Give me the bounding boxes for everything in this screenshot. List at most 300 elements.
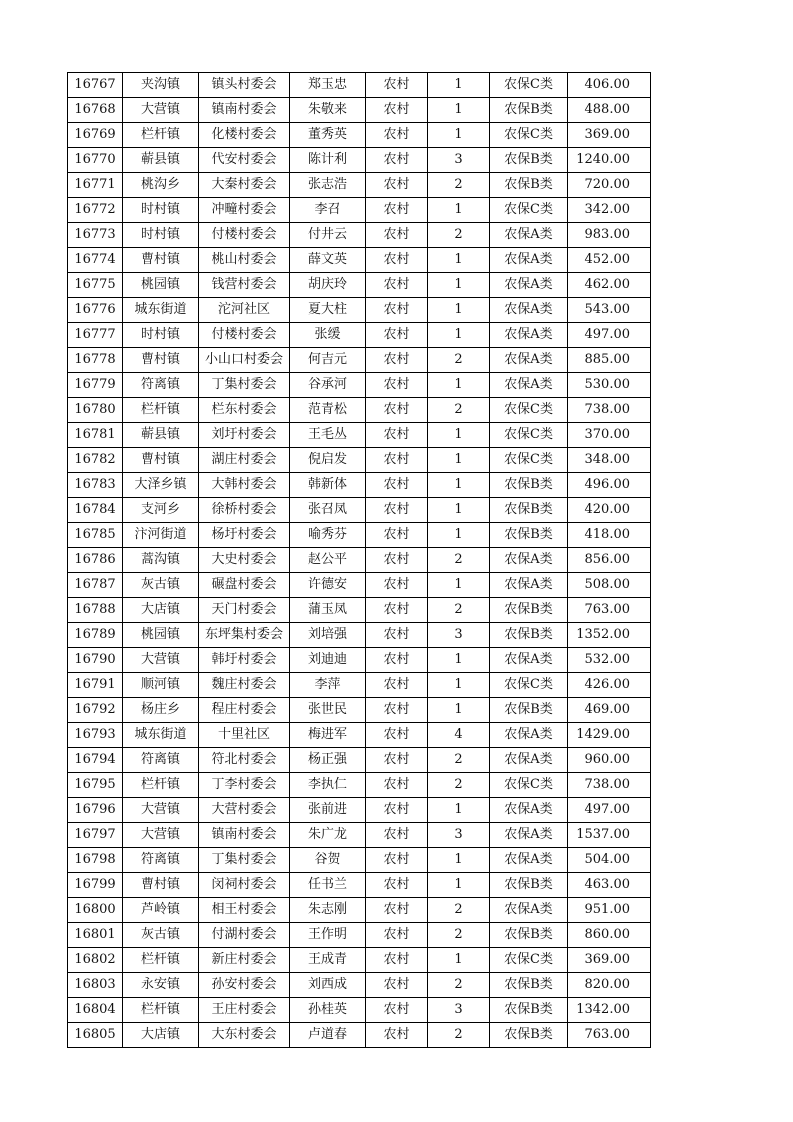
area-type-cell: 农村 <box>366 123 428 148</box>
count-cell: 2 <box>428 398 490 423</box>
village-cell: 魏庄村委会 <box>199 673 290 698</box>
person-name-cell: 付井云 <box>290 223 366 248</box>
person-name-cell: 朱敬来 <box>290 98 366 123</box>
record-id-cell: 16795 <box>68 773 123 798</box>
village-cell: 刘圩村委会 <box>199 423 290 448</box>
village-cell: 大史村委会 <box>199 548 290 573</box>
village-cell: 十里社区 <box>199 723 290 748</box>
category-cell: 农保A类 <box>490 548 568 573</box>
table-row <box>68 598 651 623</box>
record-id-cell: 16778 <box>68 348 123 373</box>
village-cell: 孙安村委会 <box>199 973 290 998</box>
count-cell: 1 <box>428 73 490 98</box>
amount-cell: 856.00 <box>568 548 651 573</box>
table-row <box>68 198 651 223</box>
table-row <box>68 398 651 423</box>
person-name-cell: 胡庆玲 <box>290 273 366 298</box>
amount-cell: 820.00 <box>568 973 651 998</box>
count-cell: 2 <box>428 773 490 798</box>
record-id-cell: 16802 <box>68 948 123 973</box>
town-cell: 蕲县镇 <box>123 423 199 448</box>
area-type-cell: 农村 <box>366 248 428 273</box>
table-row <box>68 998 651 1023</box>
town-cell: 曹村镇 <box>123 348 199 373</box>
village-cell: 王庄村委会 <box>199 998 290 1023</box>
town-cell: 曹村镇 <box>123 873 199 898</box>
record-id-cell: 16792 <box>68 698 123 723</box>
amount-cell: 469.00 <box>568 698 651 723</box>
town-cell: 芦岭镇 <box>123 898 199 923</box>
amount-cell: 426.00 <box>568 673 651 698</box>
village-cell: 镇头村委会 <box>199 73 290 98</box>
count-cell: 3 <box>428 148 490 173</box>
category-cell: 农保B类 <box>490 98 568 123</box>
category-cell: 农保A类 <box>490 823 568 848</box>
village-cell: 徐桥村委会 <box>199 498 290 523</box>
amount-cell: 763.00 <box>568 1023 651 1048</box>
village-cell: 新庄村委会 <box>199 948 290 973</box>
village-cell: 付楼村委会 <box>199 223 290 248</box>
person-name-cell: 王毛丛 <box>290 423 366 448</box>
category-cell: 农保C类 <box>490 198 568 223</box>
person-name-cell: 孙桂英 <box>290 998 366 1023</box>
amount-cell: 1240.00 <box>568 148 651 173</box>
amount-cell: 496.00 <box>568 473 651 498</box>
amount-cell: 348.00 <box>568 448 651 473</box>
town-cell: 蒿沟镇 <box>123 548 199 573</box>
record-id-cell: 16784 <box>68 498 123 523</box>
village-cell: 杨圩村委会 <box>199 523 290 548</box>
category-cell: 农保A类 <box>490 298 568 323</box>
area-type-cell: 农村 <box>366 573 428 598</box>
record-id-cell: 16790 <box>68 648 123 673</box>
table-row <box>68 898 651 923</box>
town-cell: 永安镇 <box>123 973 199 998</box>
town-cell: 大店镇 <box>123 598 199 623</box>
town-cell: 顺河镇 <box>123 673 199 698</box>
record-id-cell: 16779 <box>68 373 123 398</box>
amount-cell: 452.00 <box>568 248 651 273</box>
person-name-cell: 朱广龙 <box>290 823 366 848</box>
count-cell: 2 <box>428 898 490 923</box>
area-type-cell: 农村 <box>366 273 428 298</box>
area-type-cell: 农村 <box>366 823 428 848</box>
amount-cell: 885.00 <box>568 348 651 373</box>
person-name-cell: 赵公平 <box>290 548 366 573</box>
count-cell: 2 <box>428 223 490 248</box>
count-cell: 1 <box>428 273 490 298</box>
area-type-cell: 农村 <box>366 973 428 998</box>
table-row <box>68 473 651 498</box>
area-type-cell: 农村 <box>366 848 428 873</box>
amount-cell: 951.00 <box>568 898 651 923</box>
area-type-cell: 农村 <box>366 198 428 223</box>
count-cell: 1 <box>428 698 490 723</box>
count-cell: 1 <box>428 873 490 898</box>
category-cell: 农保A类 <box>490 248 568 273</box>
table-row <box>68 73 651 98</box>
category-cell: 农保C类 <box>490 73 568 98</box>
area-type-cell: 农村 <box>366 623 428 648</box>
record-id-cell: 16771 <box>68 173 123 198</box>
village-cell: 大韩村委会 <box>199 473 290 498</box>
table-row <box>68 923 651 948</box>
count-cell: 2 <box>428 598 490 623</box>
person-name-cell: 卢道春 <box>290 1023 366 1048</box>
village-cell: 栏东村委会 <box>199 398 290 423</box>
town-cell: 时村镇 <box>123 198 199 223</box>
record-id-cell: 16775 <box>68 273 123 298</box>
village-cell: 大秦村委会 <box>199 173 290 198</box>
area-type-cell: 农村 <box>366 98 428 123</box>
table-row <box>68 123 651 148</box>
town-cell: 灰古镇 <box>123 573 199 598</box>
record-id-cell: 16772 <box>68 198 123 223</box>
table-row <box>68 773 651 798</box>
category-cell: 农保B类 <box>490 1023 568 1048</box>
person-name-cell: 张前进 <box>290 798 366 823</box>
amount-cell: 720.00 <box>568 173 651 198</box>
category-cell: 农保C类 <box>490 423 568 448</box>
amount-cell: 763.00 <box>568 598 651 623</box>
village-cell: 钱营村委会 <box>199 273 290 298</box>
category-cell: 农保B类 <box>490 473 568 498</box>
person-name-cell: 喻秀芬 <box>290 523 366 548</box>
person-name-cell: 夏大柱 <box>290 298 366 323</box>
village-cell: 付楼村委会 <box>199 323 290 348</box>
category-cell: 农保B类 <box>490 698 568 723</box>
village-cell: 韩圩村委会 <box>199 648 290 673</box>
amount-cell: 342.00 <box>568 198 651 223</box>
record-id-cell: 16777 <box>68 323 123 348</box>
village-cell: 丁李村委会 <box>199 773 290 798</box>
area-type-cell: 农村 <box>366 73 428 98</box>
village-cell: 镇南村委会 <box>199 98 290 123</box>
town-cell: 大营镇 <box>123 823 199 848</box>
amount-cell: 738.00 <box>568 773 651 798</box>
amount-cell: 530.00 <box>568 373 651 398</box>
town-cell: 曹村镇 <box>123 248 199 273</box>
category-cell: 农保C类 <box>490 948 568 973</box>
count-cell: 1 <box>428 848 490 873</box>
record-id-cell: 16797 <box>68 823 123 848</box>
area-type-cell: 农村 <box>366 398 428 423</box>
person-name-cell: 张召凤 <box>290 498 366 523</box>
count-cell: 2 <box>428 173 490 198</box>
record-id-cell: 16801 <box>68 923 123 948</box>
table-row <box>68 348 651 373</box>
amount-cell: 504.00 <box>568 848 651 873</box>
count-cell: 1 <box>428 673 490 698</box>
town-cell: 大店镇 <box>123 1023 199 1048</box>
amount-cell: 508.00 <box>568 573 651 598</box>
category-cell: 农保B类 <box>490 623 568 648</box>
town-cell: 桃沟乡 <box>123 173 199 198</box>
area-type-cell: 农村 <box>366 773 428 798</box>
person-name-cell: 张志浩 <box>290 173 366 198</box>
record-id-cell: 16786 <box>68 548 123 573</box>
count-cell: 3 <box>428 623 490 648</box>
record-id-cell: 16791 <box>68 673 123 698</box>
table-row <box>68 298 651 323</box>
town-cell: 桃园镇 <box>123 623 199 648</box>
record-id-cell: 16799 <box>68 873 123 898</box>
town-cell: 城东街道 <box>123 723 199 748</box>
town-cell: 夹沟镇 <box>123 73 199 98</box>
town-cell: 曹村镇 <box>123 448 199 473</box>
village-cell: 丁集村委会 <box>199 848 290 873</box>
person-name-cell: 李召 <box>290 198 366 223</box>
person-name-cell: 梅进军 <box>290 723 366 748</box>
amount-cell: 1352.00 <box>568 623 651 648</box>
town-cell: 栏杆镇 <box>123 123 199 148</box>
village-cell: 桃山村委会 <box>199 248 290 273</box>
village-cell: 天门村委会 <box>199 598 290 623</box>
person-name-cell: 朱志刚 <box>290 898 366 923</box>
amount-cell: 497.00 <box>568 798 651 823</box>
area-type-cell: 农村 <box>366 148 428 173</box>
village-cell: 沱河社区 <box>199 298 290 323</box>
area-type-cell: 农村 <box>366 873 428 898</box>
village-cell: 符北村委会 <box>199 748 290 773</box>
amount-cell: 960.00 <box>568 748 651 773</box>
amount-cell: 1342.00 <box>568 998 651 1023</box>
record-id-cell: 16780 <box>68 398 123 423</box>
table-row <box>68 973 651 998</box>
town-cell: 汴河街道 <box>123 523 199 548</box>
amount-cell: 420.00 <box>568 498 651 523</box>
town-cell: 大营镇 <box>123 98 199 123</box>
record-id-cell: 16783 <box>68 473 123 498</box>
area-type-cell: 农村 <box>366 323 428 348</box>
category-cell: 农保B类 <box>490 598 568 623</box>
amount-cell: 497.00 <box>568 323 651 348</box>
person-name-cell: 郑玉忠 <box>290 73 366 98</box>
records-body <box>68 73 651 1048</box>
table-row <box>68 623 651 648</box>
amount-cell: 1429.00 <box>568 723 651 748</box>
amount-cell: 463.00 <box>568 873 651 898</box>
count-cell: 1 <box>428 448 490 473</box>
amount-cell: 370.00 <box>568 423 651 448</box>
person-name-cell: 李执仁 <box>290 773 366 798</box>
category-cell: 农保C类 <box>490 123 568 148</box>
table-row <box>68 373 651 398</box>
category-cell: 农保A类 <box>490 373 568 398</box>
area-type-cell: 农村 <box>366 798 428 823</box>
village-cell: 闵祠村委会 <box>199 873 290 898</box>
town-cell: 大营镇 <box>123 798 199 823</box>
category-cell: 农保A类 <box>490 748 568 773</box>
count-cell: 2 <box>428 1023 490 1048</box>
category-cell: 农保A类 <box>490 848 568 873</box>
count-cell: 2 <box>428 973 490 998</box>
person-name-cell: 倪启发 <box>290 448 366 473</box>
village-cell: 大东村委会 <box>199 1023 290 1048</box>
category-cell: 农保C类 <box>490 673 568 698</box>
area-type-cell: 农村 <box>366 648 428 673</box>
table-row <box>68 948 651 973</box>
category-cell: 农保A类 <box>490 723 568 748</box>
category-cell: 农保C类 <box>490 398 568 423</box>
record-id-cell: 16781 <box>68 423 123 448</box>
amount-cell: 983.00 <box>568 223 651 248</box>
village-cell: 程庄村委会 <box>199 698 290 723</box>
record-id-cell: 16776 <box>68 298 123 323</box>
category-cell: 农保C类 <box>490 773 568 798</box>
category-cell: 农保A类 <box>490 573 568 598</box>
area-type-cell: 农村 <box>366 473 428 498</box>
amount-cell: 860.00 <box>568 923 651 948</box>
table-row <box>68 1023 651 1048</box>
area-type-cell: 农村 <box>366 998 428 1023</box>
category-cell: 农保B类 <box>490 973 568 998</box>
category-cell: 农保A类 <box>490 648 568 673</box>
category-cell: 农保B类 <box>490 148 568 173</box>
table-row <box>68 523 651 548</box>
count-cell: 1 <box>428 798 490 823</box>
area-type-cell: 农村 <box>366 423 428 448</box>
town-cell: 大泽乡镇 <box>123 473 199 498</box>
count-cell: 1 <box>428 473 490 498</box>
area-type-cell: 农村 <box>366 298 428 323</box>
table-row <box>68 248 651 273</box>
town-cell: 支河乡 <box>123 498 199 523</box>
amount-cell: 738.00 <box>568 398 651 423</box>
town-cell: 符离镇 <box>123 848 199 873</box>
table-row <box>68 698 651 723</box>
count-cell: 1 <box>428 948 490 973</box>
village-cell: 化楼村委会 <box>199 123 290 148</box>
category-cell: 农保B类 <box>490 173 568 198</box>
amount-cell: 369.00 <box>568 948 651 973</box>
village-cell: 小山口村委会 <box>199 348 290 373</box>
person-name-cell: 薛文英 <box>290 248 366 273</box>
village-cell: 付湖村委会 <box>199 923 290 948</box>
amount-cell: 1537.00 <box>568 823 651 848</box>
person-name-cell: 陈计利 <box>290 148 366 173</box>
table-row <box>68 573 651 598</box>
count-cell: 1 <box>428 523 490 548</box>
table-row <box>68 148 651 173</box>
record-id-cell: 16796 <box>68 798 123 823</box>
category-cell: 农保A类 <box>490 348 568 373</box>
table-row <box>68 223 651 248</box>
amount-cell: 532.00 <box>568 648 651 673</box>
person-name-cell: 刘培强 <box>290 623 366 648</box>
table-row <box>68 323 651 348</box>
table-row <box>68 848 651 873</box>
table-row <box>68 173 651 198</box>
area-type-cell: 农村 <box>366 948 428 973</box>
record-id-cell: 16785 <box>68 523 123 548</box>
record-id-cell: 16788 <box>68 598 123 623</box>
table-row <box>68 648 651 673</box>
amount-cell: 462.00 <box>568 273 651 298</box>
record-id-cell: 16798 <box>68 848 123 873</box>
town-cell: 灰古镇 <box>123 923 199 948</box>
count-cell: 2 <box>428 923 490 948</box>
category-cell: 农保B类 <box>490 873 568 898</box>
record-id-cell: 16782 <box>68 448 123 473</box>
area-type-cell: 农村 <box>366 748 428 773</box>
category-cell: 农保A类 <box>490 223 568 248</box>
record-id-cell: 16789 <box>68 623 123 648</box>
village-cell: 冲疃村委会 <box>199 198 290 223</box>
town-cell: 城东街道 <box>123 298 199 323</box>
record-id-cell: 16787 <box>68 573 123 598</box>
table-row <box>68 748 651 773</box>
category-cell: 农保B类 <box>490 923 568 948</box>
count-cell: 4 <box>428 723 490 748</box>
category-cell: 农保B类 <box>490 498 568 523</box>
table-row <box>68 273 651 298</box>
town-cell: 大营镇 <box>123 648 199 673</box>
village-cell: 碾盘村委会 <box>199 573 290 598</box>
person-name-cell: 何吉元 <box>290 348 366 373</box>
person-name-cell: 刘迪迪 <box>290 648 366 673</box>
category-cell: 农保A类 <box>490 323 568 348</box>
category-cell: 农保C类 <box>490 448 568 473</box>
count-cell: 1 <box>428 423 490 448</box>
area-type-cell: 农村 <box>366 523 428 548</box>
count-cell: 1 <box>428 573 490 598</box>
category-cell: 农保A类 <box>490 898 568 923</box>
person-name-cell: 刘西成 <box>290 973 366 998</box>
record-id-cell: 16805 <box>68 1023 123 1048</box>
town-cell: 时村镇 <box>123 223 199 248</box>
record-id-cell: 16768 <box>68 98 123 123</box>
area-type-cell: 农村 <box>366 448 428 473</box>
count-cell: 1 <box>428 323 490 348</box>
person-name-cell: 张缓 <box>290 323 366 348</box>
category-cell: 农保B类 <box>490 523 568 548</box>
area-type-cell: 农村 <box>366 173 428 198</box>
town-cell: 栏杆镇 <box>123 998 199 1023</box>
table-row <box>68 798 651 823</box>
category-cell: 农保A类 <box>490 798 568 823</box>
village-cell: 相王村委会 <box>199 898 290 923</box>
area-type-cell: 农村 <box>366 598 428 623</box>
person-name-cell: 谷承河 <box>290 373 366 398</box>
record-id-cell: 16767 <box>68 73 123 98</box>
town-cell: 栏杆镇 <box>123 398 199 423</box>
area-type-cell: 农村 <box>366 548 428 573</box>
person-name-cell: 董秀英 <box>290 123 366 148</box>
person-name-cell: 蒲玉凤 <box>290 598 366 623</box>
town-cell: 符离镇 <box>123 373 199 398</box>
person-name-cell: 范青松 <box>290 398 366 423</box>
count-cell: 1 <box>428 298 490 323</box>
record-id-cell: 16803 <box>68 973 123 998</box>
count-cell: 1 <box>428 373 490 398</box>
count-cell: 2 <box>428 748 490 773</box>
person-name-cell: 王作明 <box>290 923 366 948</box>
record-id-cell: 16774 <box>68 248 123 273</box>
category-cell: 农保A类 <box>490 273 568 298</box>
town-cell: 桃园镇 <box>123 273 199 298</box>
person-name-cell: 韩新体 <box>290 473 366 498</box>
record-id-cell: 16769 <box>68 123 123 148</box>
amount-cell: 418.00 <box>568 523 651 548</box>
area-type-cell: 农村 <box>366 498 428 523</box>
count-cell: 1 <box>428 648 490 673</box>
count-cell: 1 <box>428 498 490 523</box>
town-cell: 杨庄乡 <box>123 698 199 723</box>
area-type-cell: 农村 <box>366 348 428 373</box>
table-row <box>68 98 651 123</box>
town-cell: 栏杆镇 <box>123 948 199 973</box>
